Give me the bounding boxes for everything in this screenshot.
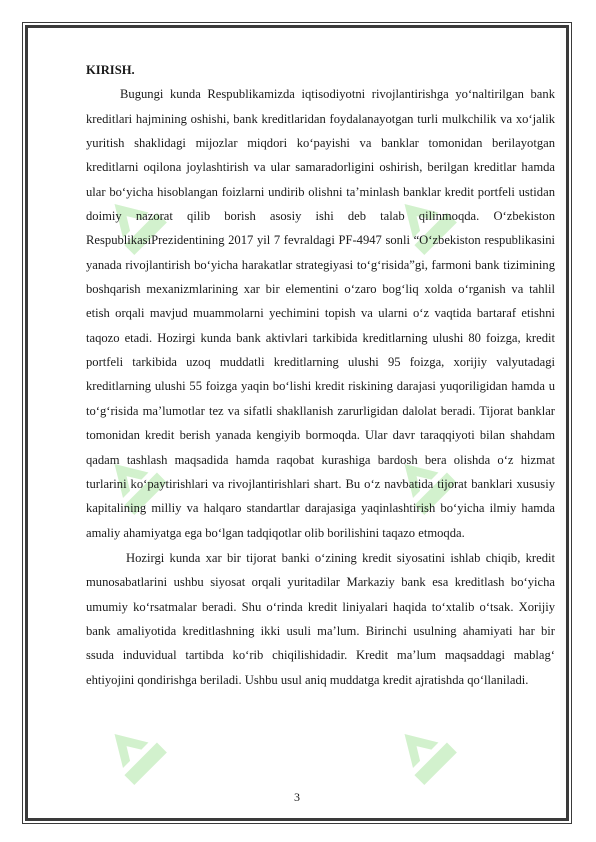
paragraph-credit-policy: Hozirgi kunda xar bir tijorat banki o‘zining kredit siyosatini ishlab chiqib, kredit munosabatlarini ushbu siyosat orqali yuritadilar Markaziy bank esa kreditlash bo‘yicha umumiy ko‘rsatmalar beradi. Shu o‘rinda kredit liniyalari haqida to‘xtalib o‘tsak. Xorijiy bank amaliyotida kreditlashning ikki usuli ma’lum. Birinchi usulning ahamiyati har bir ssuda induvidual tartibda ko‘rib chiqilishidadir. Kredit ma’lum maqsaddagi mablag‘ ehtiyojini qondirishga beriladi. Ushbu usul aniq muddatga kredit ajratishda qo‘llaniladi. (86, 550, 555, 687)
section-heading: KIRISH. (86, 63, 135, 77)
paragraph-intro: Bugungi kunda Respublikamizda iqtisodiyotni rivojlantirishga yo‘naltirilgan bank kreditlari hajmining oshishi, bank kreditlaridan foydalanayotgan turli mulkchilik va xo‘jalik yuritish shaklidagi mijozlar miqdori ko‘payishi va banklar tomonidan berilayotgan kreditlarni oqilona joylashtirish va ular samaradorligini oshirish, berilgan kreditlar hamda ular bo‘yicha hisoblangan foizlarni undirib olishni ta’minlash banklar kredit portfeli ustidan doimiy nazorat qilib borish asosiy ishi deb talab qilinmoqda. O‘zbekiston RespublikasiPrezidentining 2017 yil 7 fevraldagi PF-4947 sonli “O‘zbekiston respublikasini yanada rivojlantirish bo‘yicha harakatlar strategiyasi to‘g‘risida”gi, farmoni bank tizimining boshqarish mexanizmlarining xar bir elementini o‘zaro bog‘liq xolda o‘rganish va tahlil etish orqali mavjud muammolarni yechimini topish va ularni o‘z vaqtida bartaraf etishni taqozo etadi. Hozirgi kunda bank aktivlari tarkibida kreditlarning ulushi 80 foizga, kredit portfeli tarkibida uzoq muddatli kreditlarning ulushi 95 foizga, xorijiy valyutadagi kreditlarning ulushi 55 foizga yaqin bo‘lishi kredit riskining darajasi yuqoriligidan hamda u to‘g‘risida ma’lumotlar tez va sifatli shakllanish zarurligidan dalolat beradi. Tijorat banklar tomonidan kredit berish yanada kengiyib bormoqda. Ular davr taraqqiyoti bilan shahdam qadam tashlash maqsadida hamda raqobat kurashiga bardosh bera olishda o‘z hizmat turlarini ko‘paytirishlari va rivojlantirishlari shart. Bu o‘z navbatida tijorat banklari xususiy kapitalining milliy va halqaro standartlar darajasiga yaqinlashtirish bo‘yicha ilmiy hamda amaliy ahamiyatga ega bo‘lgan tadqiqotlar olib borilishini taqazo etmoqda. (86, 87, 555, 540)
watermark-logo-bottom-left (99, 717, 167, 785)
document-body (86, 58, 555, 692)
page-number: 3 (294, 790, 300, 804)
watermark-logo-bottom-right (389, 717, 457, 785)
document-page (25, 25, 569, 821)
